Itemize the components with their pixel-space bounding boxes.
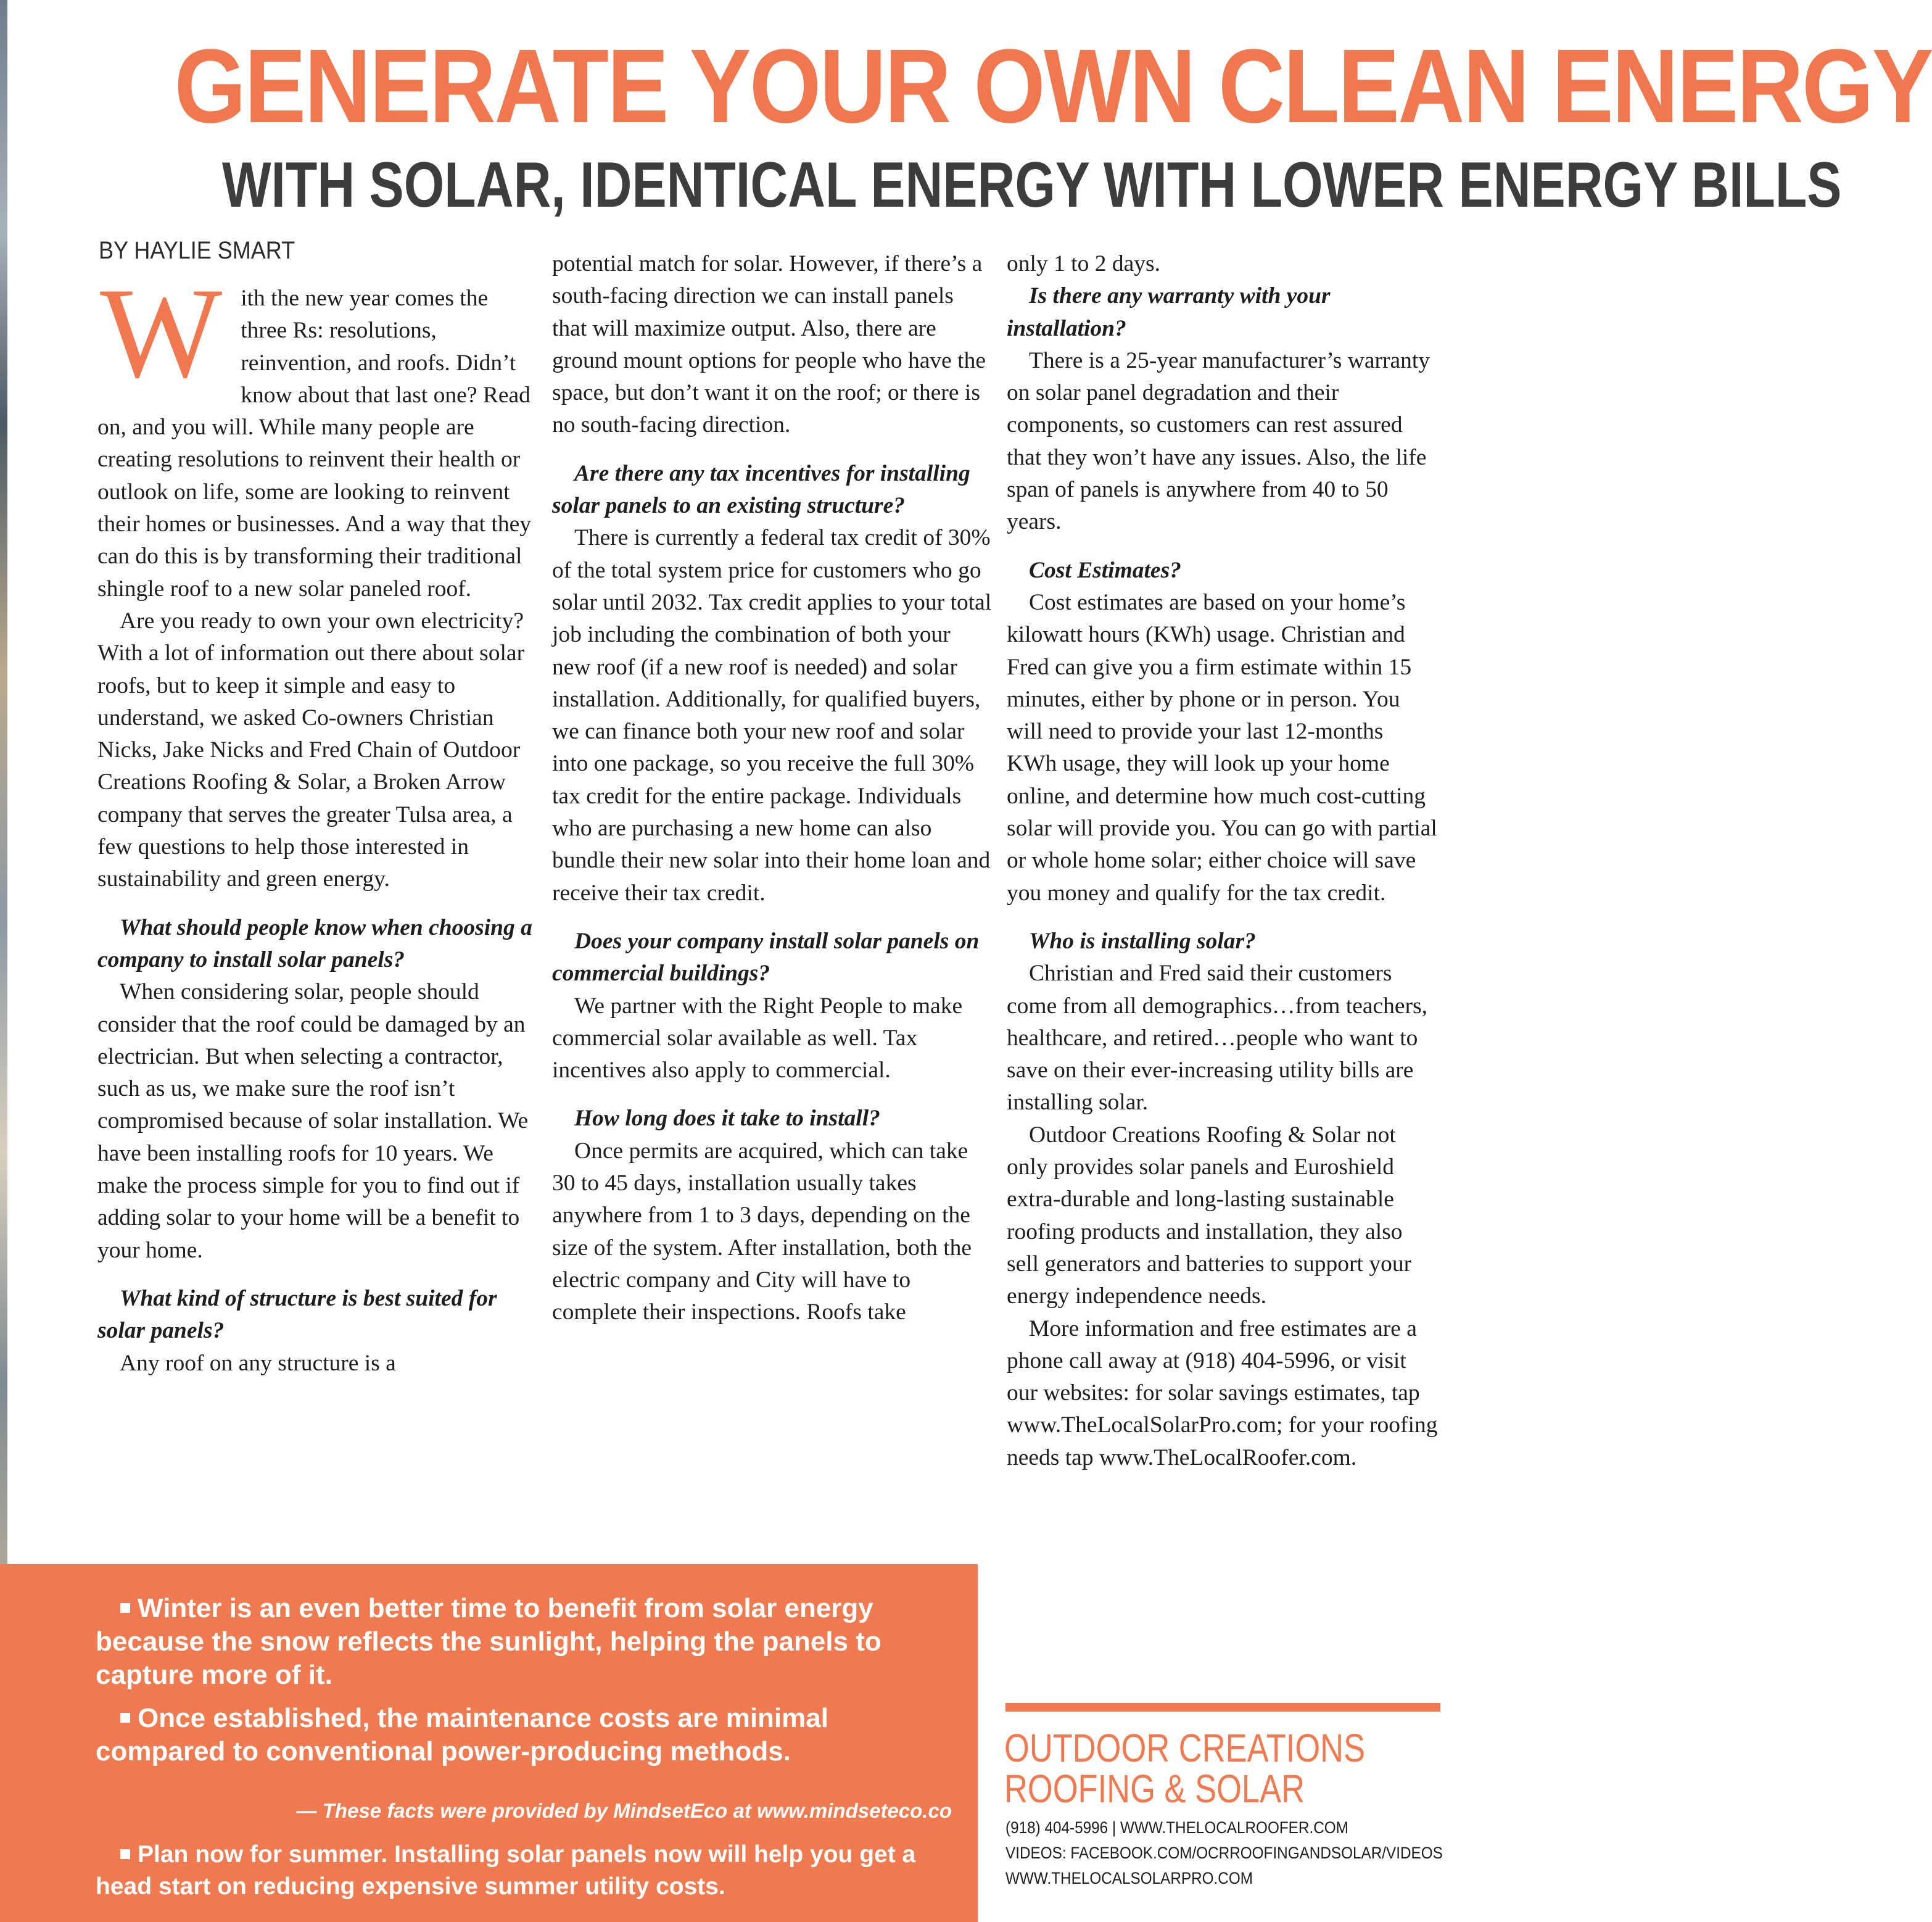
company-name-line-1: OUTDOOR CREATIONS	[1004, 1726, 1366, 1770]
question-heading: Is there any warranty with your installation?	[1007, 283, 1331, 341]
company-divider-rule	[1005, 1703, 1440, 1712]
fact-text: Winter is an even better time to benefit from solar energy because the snow reflects the sunlight, helping the panels to capture more of it.	[96, 1593, 881, 1690]
answer-paragraph: When considering solar, people should consider that the roof could be damaged by an electrician. But when selecting a contractor, such as us, we make sure the roof isn’t compromised because of solar installation. We have been installing roofs for 10 years. We make the process simple for you to find out if adding solar to your home will be a benefit to your home.	[97, 979, 529, 1263]
bullet-square-icon	[120, 1713, 130, 1723]
question-heading: How long does it take to install?	[574, 1106, 880, 1132]
article-column-2	[552, 248, 993, 1329]
answer-paragraph: Christian and Fred said their customers come from all demographics…from teachers, healthcare, and retired…people who want to save on their ever-increasing utility bills are installing solar.	[1007, 961, 1428, 1116]
answer-paragraph: We partner with the Right People to make commercial solar available as well. Tax incentives also apply to commercial.	[552, 993, 963, 1083]
facts-credit: — These facts were provided by MindsetEco at www.mindseteco.co	[296, 1799, 952, 1822]
company-name	[1004, 1728, 1365, 1809]
paragraph: Outdoor Creations Roofing & Solar not only provides solar panels and Euroshield extra-durable and long-lasting sustainable roofing products and installation, they also sell generators and batteries to support your energy independence needs.	[1007, 1122, 1412, 1309]
question-heading: What should people know when choosing a company to install solar panels?	[97, 914, 532, 972]
headline: GENERATE YOUR OWN CLEAN ENERGY	[174, 28, 1932, 145]
answer-paragraph: Cost estimates are based on your home’s kilowatt hours (KWh) usage. Christian and Fred can give you a firm estimate within 15 minutes, either by phone or in person. You will need to provide your last 12-months KWh usage, they will look up your home online, and determine how much cost-cutting solar will provide you. You can go with partial or whole home solar; either choice will save you money and qualify for the tax credit.	[1007, 589, 1437, 906]
company-phone-website: (918) 404-5996 | WWW.THELOCALROOFER.COM	[1005, 1818, 1348, 1837]
bullet-square-icon	[120, 1603, 130, 1613]
intro-text: ith the new year comes the three Rs: resolutions, reinvention, and roofs. Didn’t know about that last one? Read on, and you will. While many people are creating resolutions to reinvent their health or outlook on life, some are looking to reinvent their homes or businesses. And a way that they can do this is by transforming their traditional shingle roof to a new solar paneled roof.	[97, 286, 531, 602]
intro-paragraph	[97, 262, 535, 605]
bullet-square-icon	[120, 1849, 130, 1859]
fact-text: Once established, the maintenance costs are minimal compared to conventional power-producing methods.	[96, 1703, 828, 1767]
fact-item	[96, 1839, 947, 1903]
answer-paragraph-continued: potential match for solar. However, if there’s a south-facing direction we can install panels that will maximize output. Also, there are ground mount options for people who have the space, but don’t want it on the roof; or there is no south-facing direction.	[552, 251, 986, 438]
answer-paragraph: There is a 25-year manufacturer’s warranty on solar panel degradation and their components, so customers can rest assured that they won’t have any issues. Also, the life span of panels is anywhere from 40 to 50 years.	[1007, 347, 1430, 535]
answer-paragraph: There is currently a federal tax credit of 30% of the total system price for customers who go solar until 2032. Tax credit applies to your total job including the combination of both your new roof (if a new roof is needed) and solar installation. Additionally, for qualified buyers, we can finance both your new roof and solar into one package, so you receive the full 30% tax credit for the entire package. Individuals who are purchasing a new home can also bundle their new solar into their home loan and receive their tax credit.	[552, 525, 992, 906]
answer-paragraph-continued: only 1 to 2 days.	[1007, 251, 1160, 276]
question-heading: Does your company install solar panels on commercial buildings?	[552, 928, 980, 987]
answer-paragraph: Once permits are acquired, which can take 30 to 45 days, installation usually takes anywhere from 1 to 3 days, depending on the size of the system. After installation, both the electric company and City will have to complete their inspections. Roofs take	[552, 1138, 972, 1325]
facts-callout-box	[0, 1564, 978, 1922]
answer-paragraph: Any roof on any structure is a	[120, 1350, 396, 1376]
question-heading: Who is installing solar?	[1029, 928, 1256, 954]
fact-text: Plan now for summer. Installing solar panels now will help you get a head start on reducing expensive summer utility costs.	[96, 1841, 916, 1900]
company-name-line-2: ROOFING & SOLAR	[1004, 1767, 1305, 1811]
article-column-1	[97, 262, 535, 1380]
company-solar-website: WWW.THELOCALSOLARPRO.COM	[1005, 1869, 1253, 1887]
fact-item	[96, 1702, 947, 1768]
question-heading: Cost Estimates?	[1029, 557, 1181, 583]
contact-paragraph: More information and free estimates are a phone call away at (918) 404-5996, or visit our websites: for solar savings estimates, tap www.TheLocalSolarPro.com; for your roofing needs tap www.TheLocalRoofer.com.	[1007, 1315, 1438, 1470]
company-videos-link: VIDEOS: FACEBOOK.COM/OCRROOFINGANDSOLAR/VIDEOS	[1005, 1844, 1443, 1862]
article-column-3	[1007, 248, 1439, 1474]
fact-item	[96, 1592, 947, 1692]
byline: BY HAYLIE SMART	[99, 237, 295, 264]
question-heading: Are there any tax incentives for installing solar panels to an existing structure?	[552, 460, 970, 519]
question-heading: What kind of structure is best suited for solar panels?	[97, 1285, 497, 1344]
drop-cap: W	[100, 262, 223, 405]
subhead: WITH SOLAR, IDENTICAL ENERGY WITH LOWER ENERGY BILLS	[221, 149, 1842, 221]
paragraph: Are you ready to own your own electricity? With a lot of information out there about solar roofs, but to keep it simple and easy to understand, we asked Co-owners Christian Nicks, Jake Nicks and Fred Chain of Outdoor Creations Roofing & Solar, a Broken Arrow company that serves the greater Tulsa area, a few questions to help those interested in sustainability and green energy.	[97, 608, 525, 892]
